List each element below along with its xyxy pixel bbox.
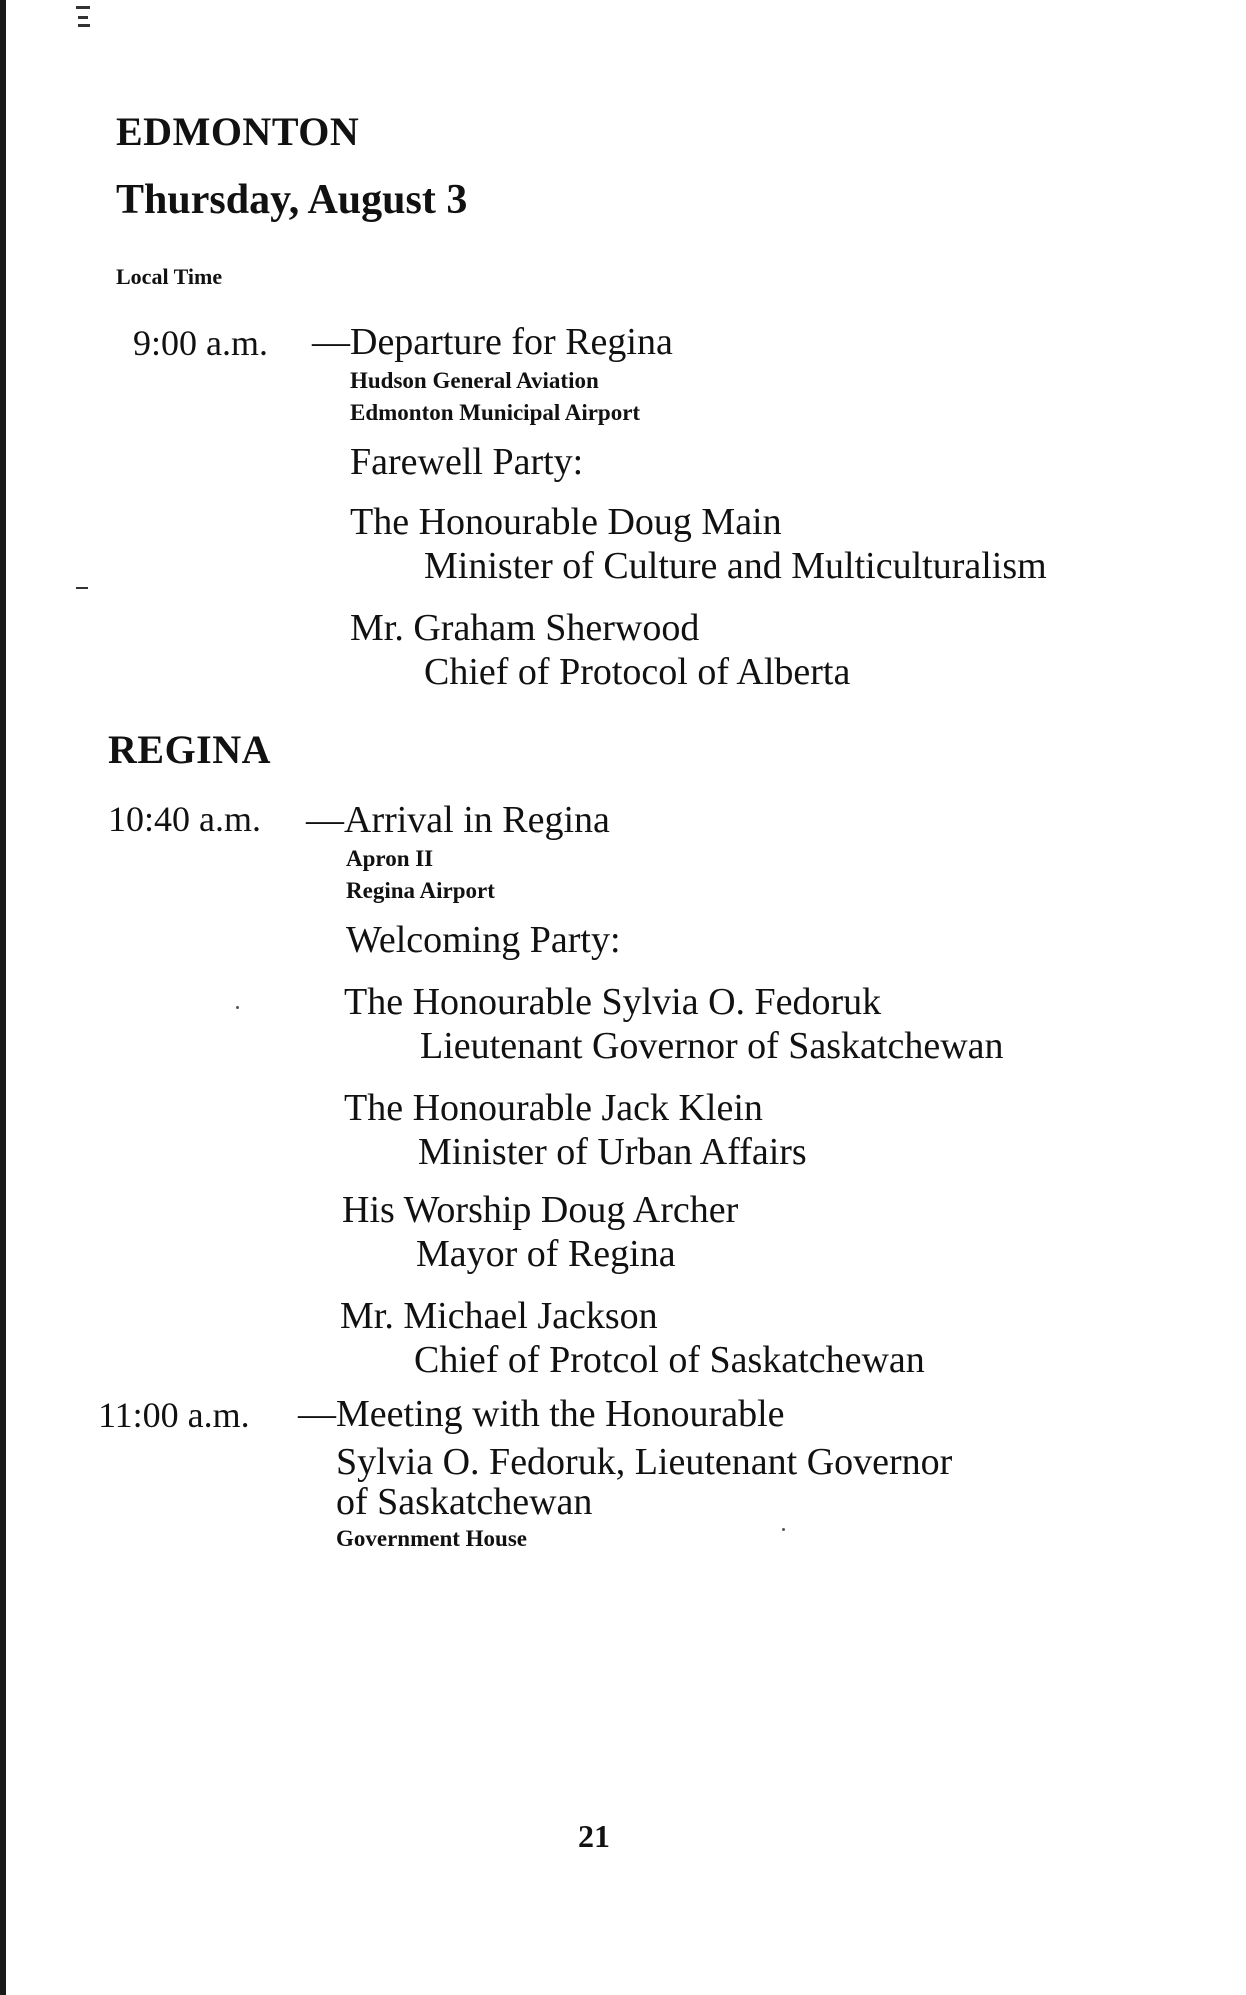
event-meeting-line: Sylvia O. Fedoruk, Lieutenant Governor [336,1441,953,1483]
event-meeting-line: of Saskatchewan [336,1481,593,1523]
location-line: Government House [336,1526,528,1551]
location-line: Hudson General Aviation [350,368,599,393]
party-member-name: His Worship Doug Archer [342,1189,739,1231]
city-heading-edmonton: EDMONTON [116,109,360,154]
time-arrival: 10:40 a.m. [108,799,261,839]
scan-speck [236,1006,239,1009]
scan-mark [76,587,88,589]
scan-speck [782,1528,785,1531]
event-departure: —Departure for Regina [312,321,673,363]
party-member-name: The Honourable Doug Main [350,501,782,543]
party-member-title: Chief of Protcol of Saskatchewan [414,1339,925,1381]
location-line: Edmonton Municipal Airport [350,400,641,425]
local-time-label: Local Time [116,264,223,289]
party-member-name: Mr. Michael Jackson [340,1295,658,1337]
location-line: Regina Airport [346,878,495,903]
party-member-name: The Honourable Sylvia O. Fedoruk [344,981,882,1023]
welcoming-party-heading: Welcoming Party: [346,919,621,961]
event-meeting-line: —Meeting with the Honourable [298,1393,785,1435]
page-edge [0,0,6,1995]
city-heading-regina: REGINA [108,727,272,772]
time-departure: 9:00 a.m. [133,323,268,363]
scan-mark [78,16,88,19]
time-meeting: 11:00 a.m. [98,1395,250,1435]
page-number: 21 [578,1818,610,1854]
party-member-name: The Honourable Jack Klein [344,1087,763,1129]
party-member-title: Lieutenant Governor of Saskatchewan [420,1025,1004,1067]
party-member-title: Minister of Urban Affairs [418,1131,807,1173]
party-member-title: Chief of Protocol of Alberta [424,651,851,693]
location-line: Apron II [346,846,434,871]
event-arrival: —Arrival in Regina [306,799,610,841]
party-member-title: Minister of Culture and Multiculturalism [424,545,1047,587]
date-heading: Thursday, August 3 [116,177,468,223]
scan-mark [78,24,90,27]
party-member-name: Mr. Graham Sherwood [350,607,700,649]
farewell-party-heading: Farewell Party: [350,441,584,483]
scan-mark [76,6,90,9]
party-member-title: Mayor of Regina [416,1233,676,1275]
